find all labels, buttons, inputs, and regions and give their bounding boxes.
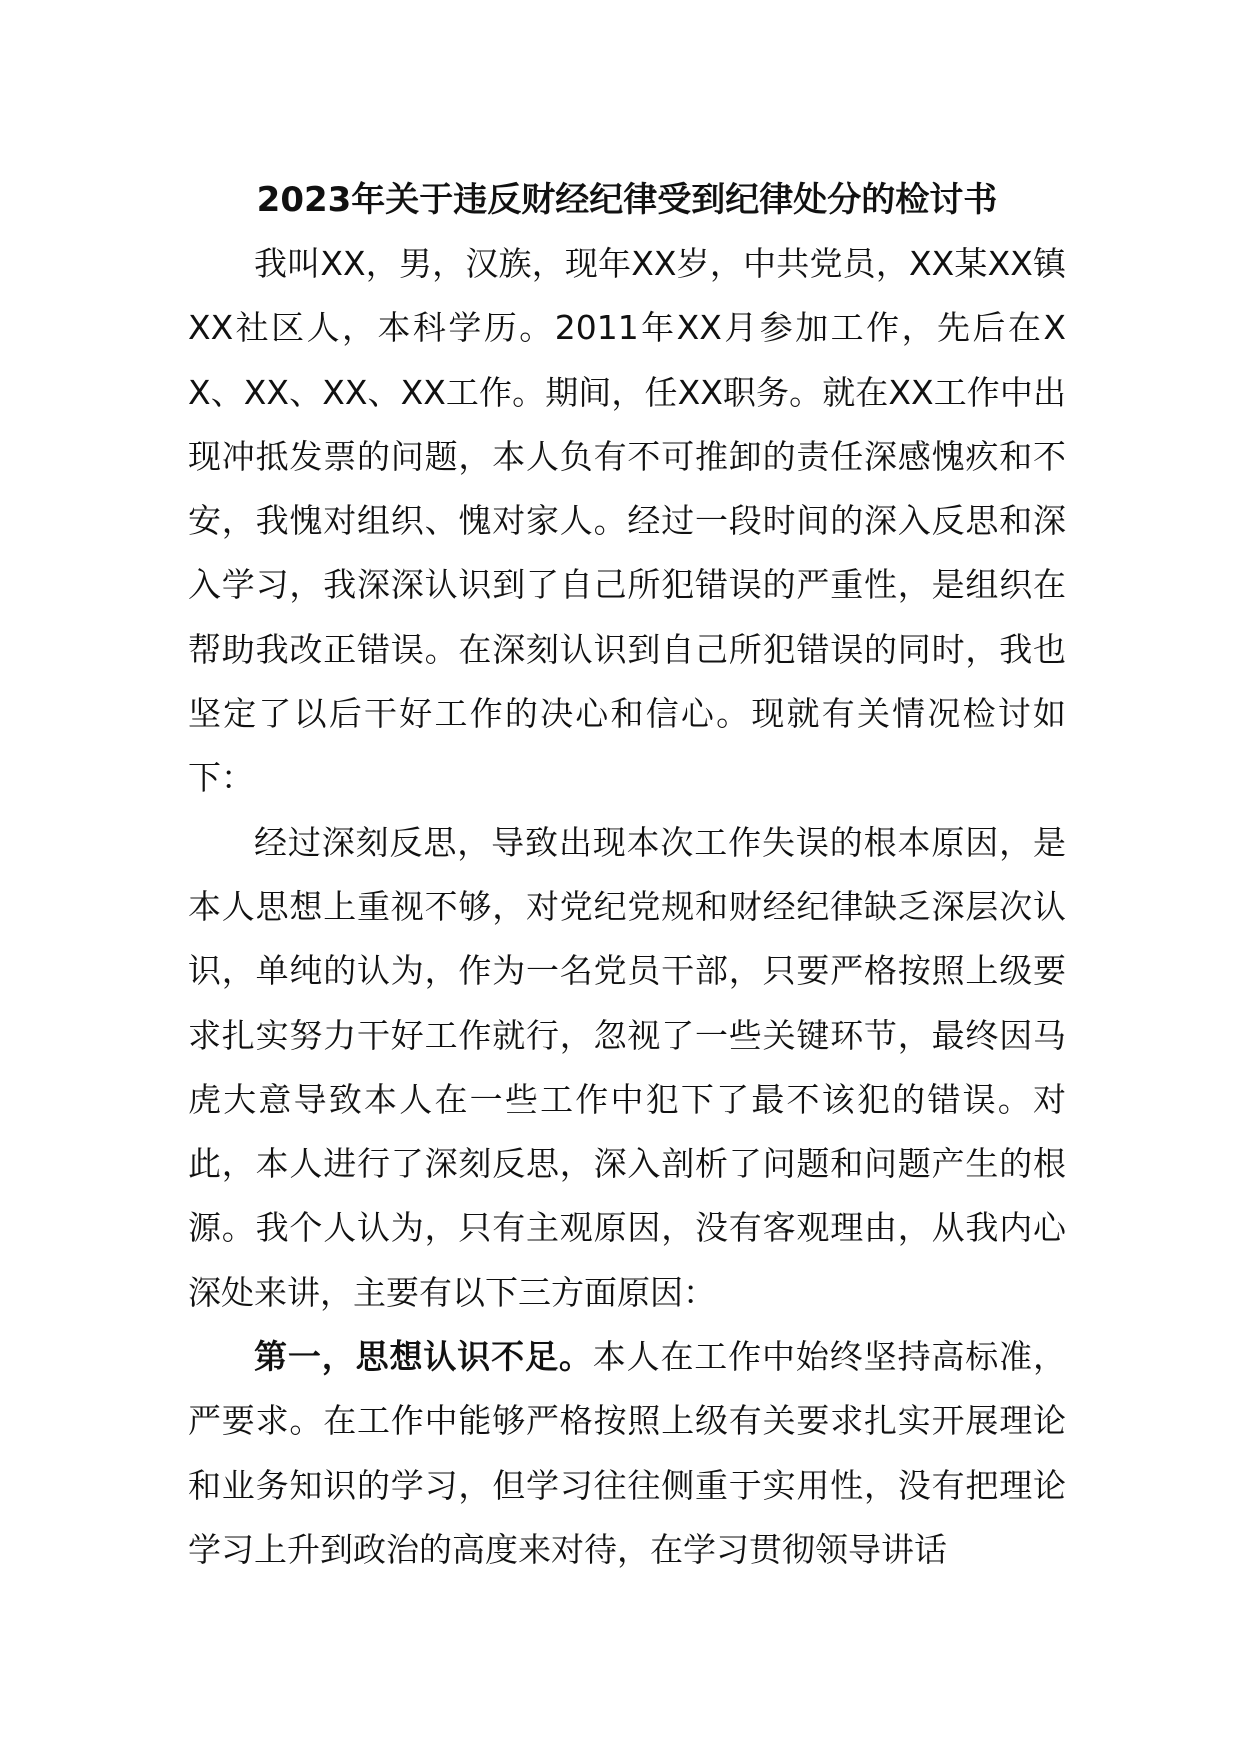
paragraph-text: 经过深刻反思，导致出现本次工作失误的根本原因，是本人思想上重视不够，对党纪党规和财经纪律缺乏深层次认识，单纯的认为，作为一名党员干部，只要严格按照上级要求扎实努力干好工作就行，忽视了一些关键环节，最终因马虎大意导致本人在一些工作中犯下了最不该犯的错误。对此，本人进行了深刻反思，深入剖析了问题和问题产生的根源。我个人认为，只有主观原因，没有客观理由，从我内心深处来讲，主要有以下三方面原因： bbox=[188, 822, 1066, 1312]
document-title: 2023年关于违反财经纪律受到纪律处分的检讨书 bbox=[256, 180, 998, 220]
paragraph-first-reason bbox=[188, 1325, 1066, 1582]
paragraph-introduction bbox=[188, 232, 1066, 811]
paragraph-root-cause bbox=[188, 811, 1066, 1325]
paragraph-text: 本人在工作中始终坚持高标准，严要求。在工作中能够严格按照上级有关要求扎实开展理论和业务知识的学习，但学习往往侧重于实用性，没有把理论学习上升到政治的高度来对待，在学习贯彻领导讲话 bbox=[188, 1337, 1067, 1569]
document-body bbox=[188, 168, 1066, 1582]
paragraph-lead-heading: 第一，思想认识不足。 bbox=[254, 1337, 593, 1377]
paragraph-text: 我叫XX，男，汉族，现年XX岁，中共党员，XX某XX镇XX社区人，本科学历。2011年XX月参加工作，先后在XX、XX、XX、XX工作。期间，任XX职务。就在XX工作中出现冲抵发票的问题，本人负有不可推卸的责任深感愧疚和不安，我愧对组织、愧对家人。经过一段时间的深入反思和深入学习，我深深认识到了自己所犯错误的严重性，是组织在帮助我改正错误。在深刻认识到自己所犯错误的同时，我也坚定了以后干好工作的决心和信心。现就有关情况检讨如下： bbox=[188, 244, 1066, 798]
